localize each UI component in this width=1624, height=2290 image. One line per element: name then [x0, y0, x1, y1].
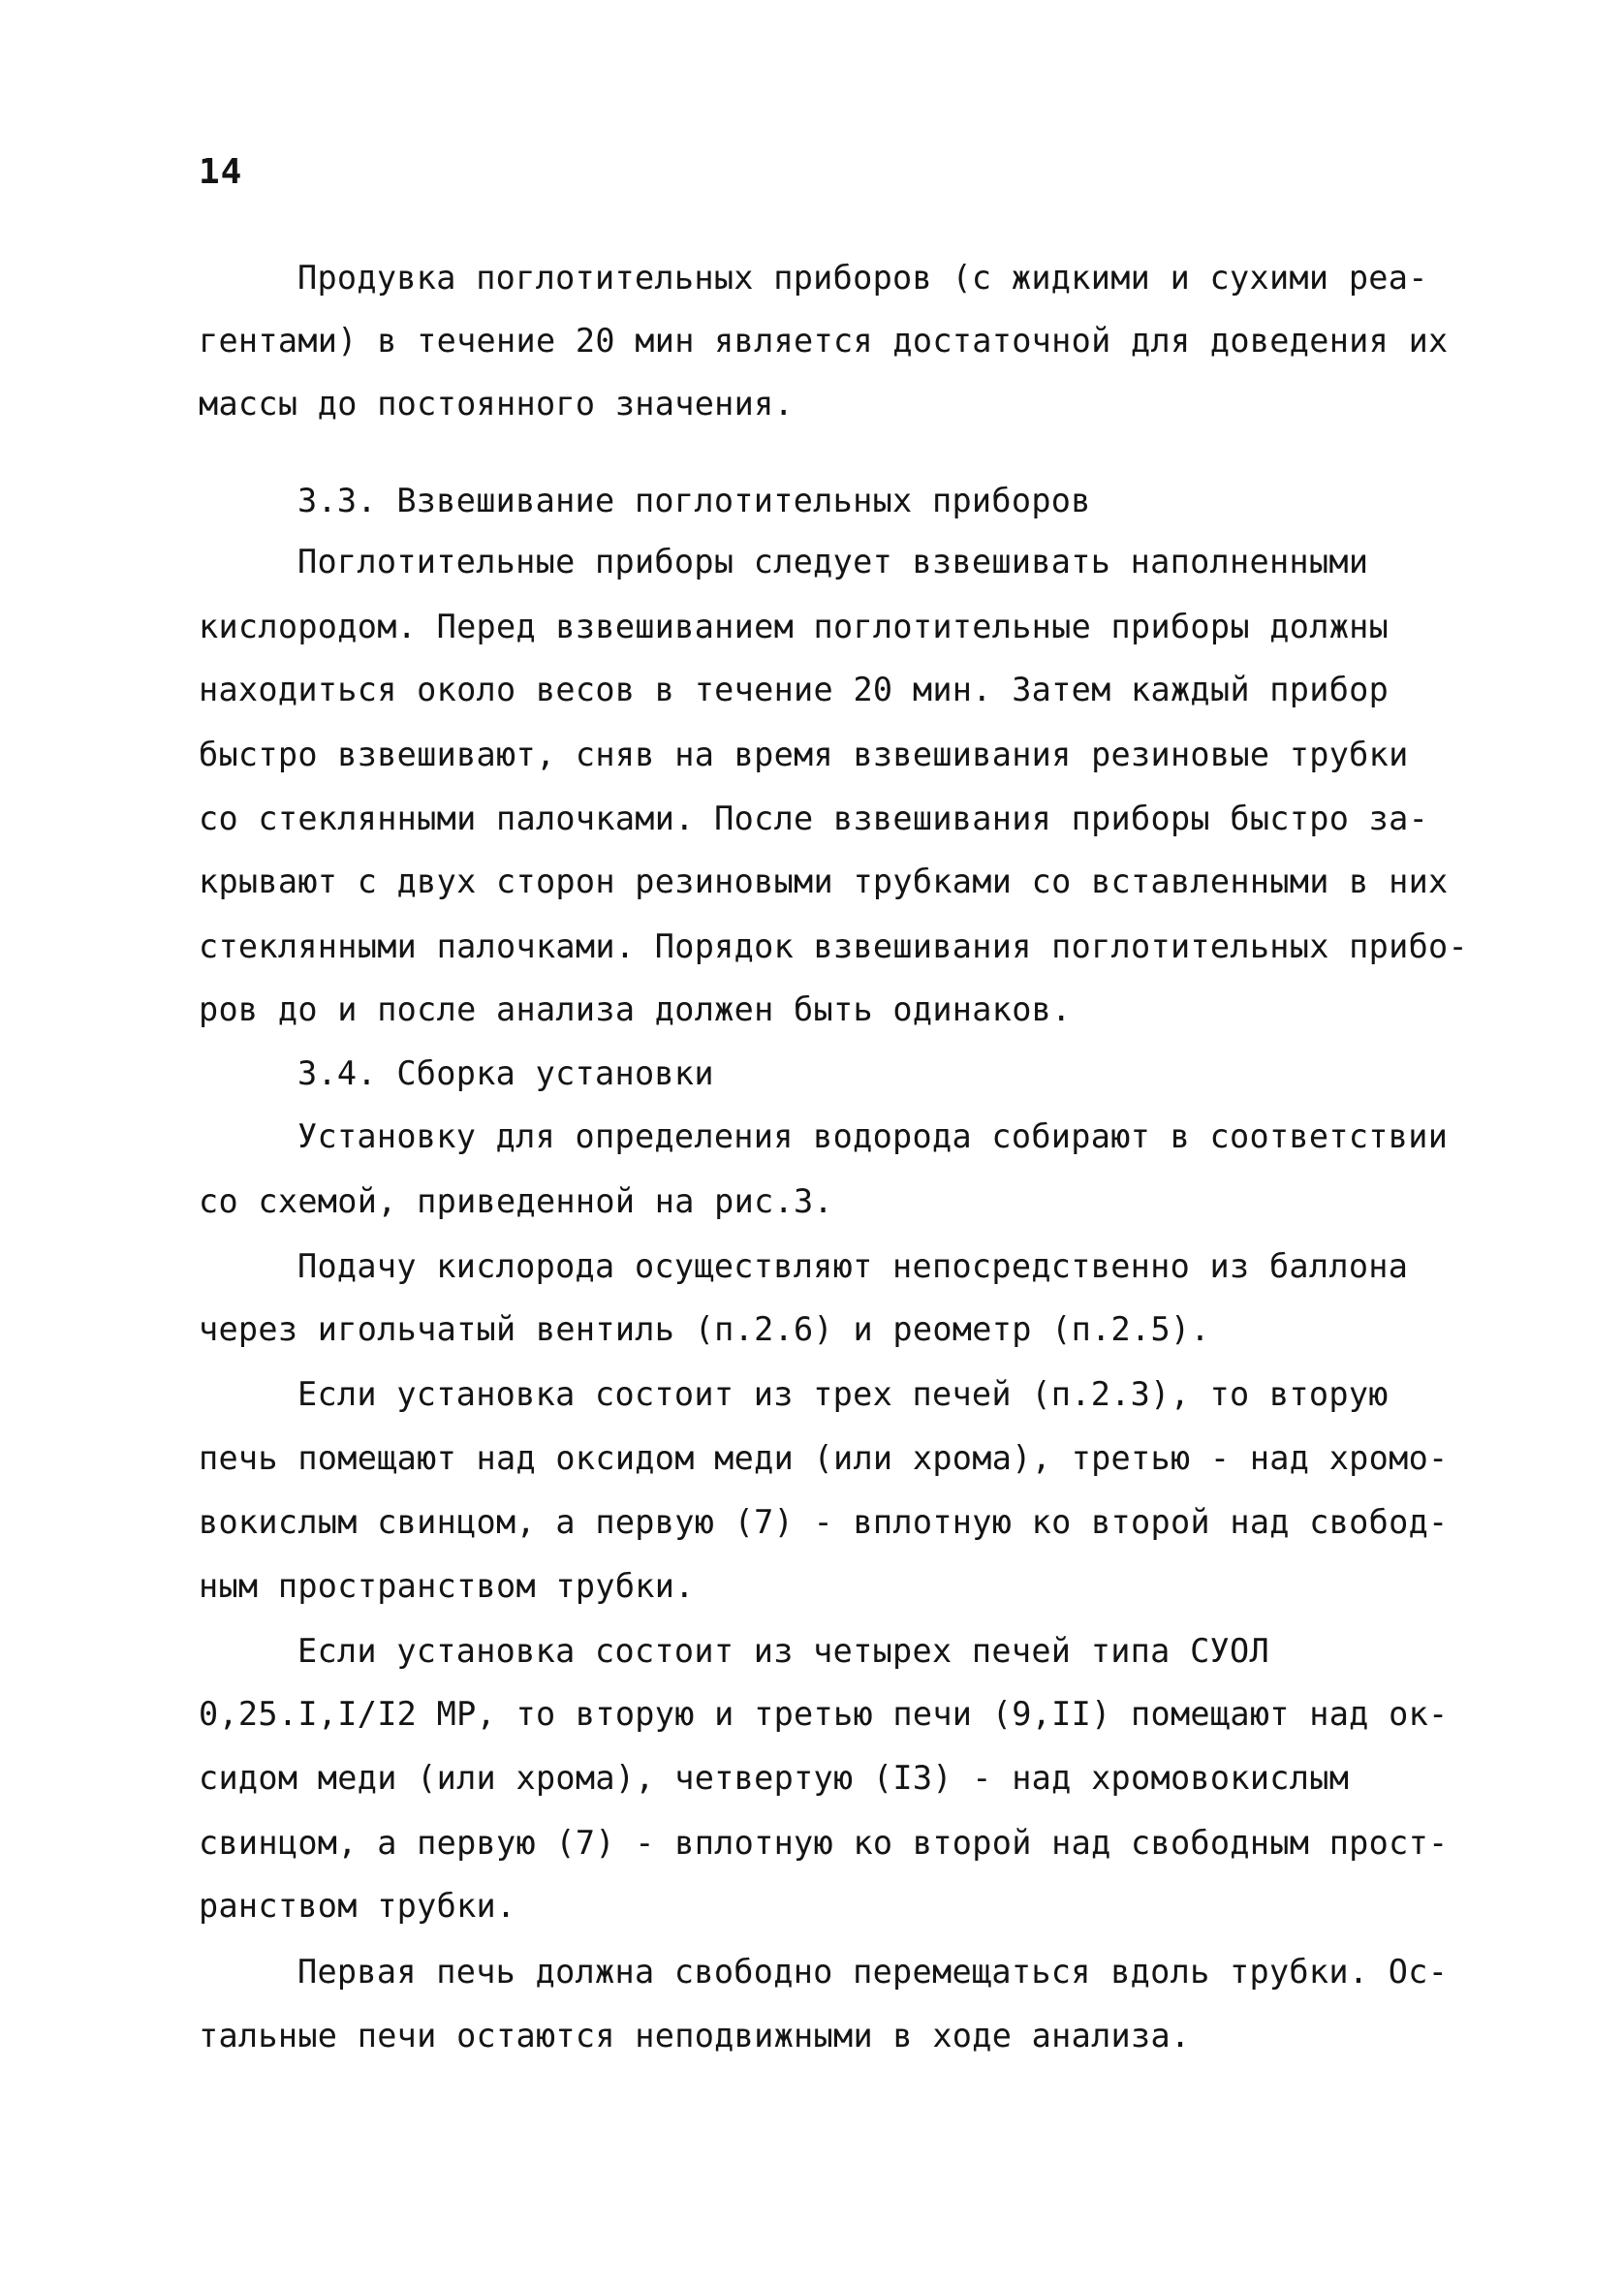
paragraph-line: крывают с двух сторон резиновыми трубками со вставленными в них: [199, 863, 1449, 900]
page-number: 14: [199, 152, 243, 192]
paragraph-line: кислородом. Перед взвешиванием поглотительные приборы должны: [199, 608, 1390, 645]
paragraph-line: тальные печи остаются неподвижными в ходе анализа.: [199, 2017, 1191, 2055]
paragraph-line: Первая печь должна свободно перемещаться вдоль трубки. Ос-: [297, 1953, 1449, 1991]
paragraph-line: Если установка состоит из четырех печей типа СУОЛ: [297, 1632, 1269, 1670]
paragraph-line: вокислым свинцом, а первую (7) - вплотную ко второй над свобод-: [199, 1503, 1449, 1541]
paragraph-line: ранством трубки.: [199, 1887, 516, 1925]
paragraph-line: Подачу кислорода осуществляют непосредственно из баллона: [297, 1247, 1409, 1285]
paragraph-line: 0,25.I,I/I2 МР, то вторую и третью печи (9,II) помещают над ок-: [199, 1695, 1449, 1733]
paragraph-line: быстро взвешивают, сняв на время взвешивания резиновые трубки: [199, 736, 1409, 773]
section-heading: 3.3. Взвешивание поглотительных приборов: [297, 482, 1091, 519]
paragraph-line: ров до и после анализа должен быть одинаков.: [199, 990, 1072, 1028]
paragraph-line: свинцом, а первую (7) - вплотную ко второй над свободным прост-: [199, 1824, 1449, 1862]
paragraph-line: через игольчатый вентиль (п.2.6) и реометр (п.2.5).: [199, 1310, 1210, 1348]
paragraph-line: стеклянными палочками. Порядок взвешивания поглотительных прибо-: [199, 927, 1468, 965]
paragraph-line: Поглотительные приборы следует взвешивать наполненными: [297, 543, 1369, 580]
paragraph-line: Если установка состоит из трех печей (п.2.3), то вторую: [297, 1375, 1389, 1413]
paragraph-line: Установку для определения водорода собирают в соответствии: [297, 1117, 1449, 1155]
paragraph-line: со стеклянными палочками. После взвешивания приборы быстро за-: [199, 800, 1429, 837]
paragraph-line: гентами) в течение 20 мин является достаточной для доведения их: [199, 322, 1449, 360]
paragraph-line: массы до постоянного значения.: [199, 385, 795, 423]
paragraph-line: сидом меди (или хрома), четвертую (I3) - над хромовокислым: [199, 1759, 1350, 1797]
section-heading: 3.4. Сборка установки: [297, 1054, 714, 1092]
paragraph-line: Продувка поглотительных приборов (с жидкими и сухими реа-: [297, 259, 1428, 297]
paragraph-line: печь помещают над оксидом меди (или хрома), третью - над хромо-: [199, 1439, 1449, 1477]
paragraph-line: со схемой, приведенной на рис.3.: [199, 1182, 833, 1220]
paragraph-line: находиться около весов в течение 20 мин. Затем каждый прибор: [199, 671, 1390, 708]
paragraph-line: ным пространством трубки.: [199, 1567, 695, 1605]
